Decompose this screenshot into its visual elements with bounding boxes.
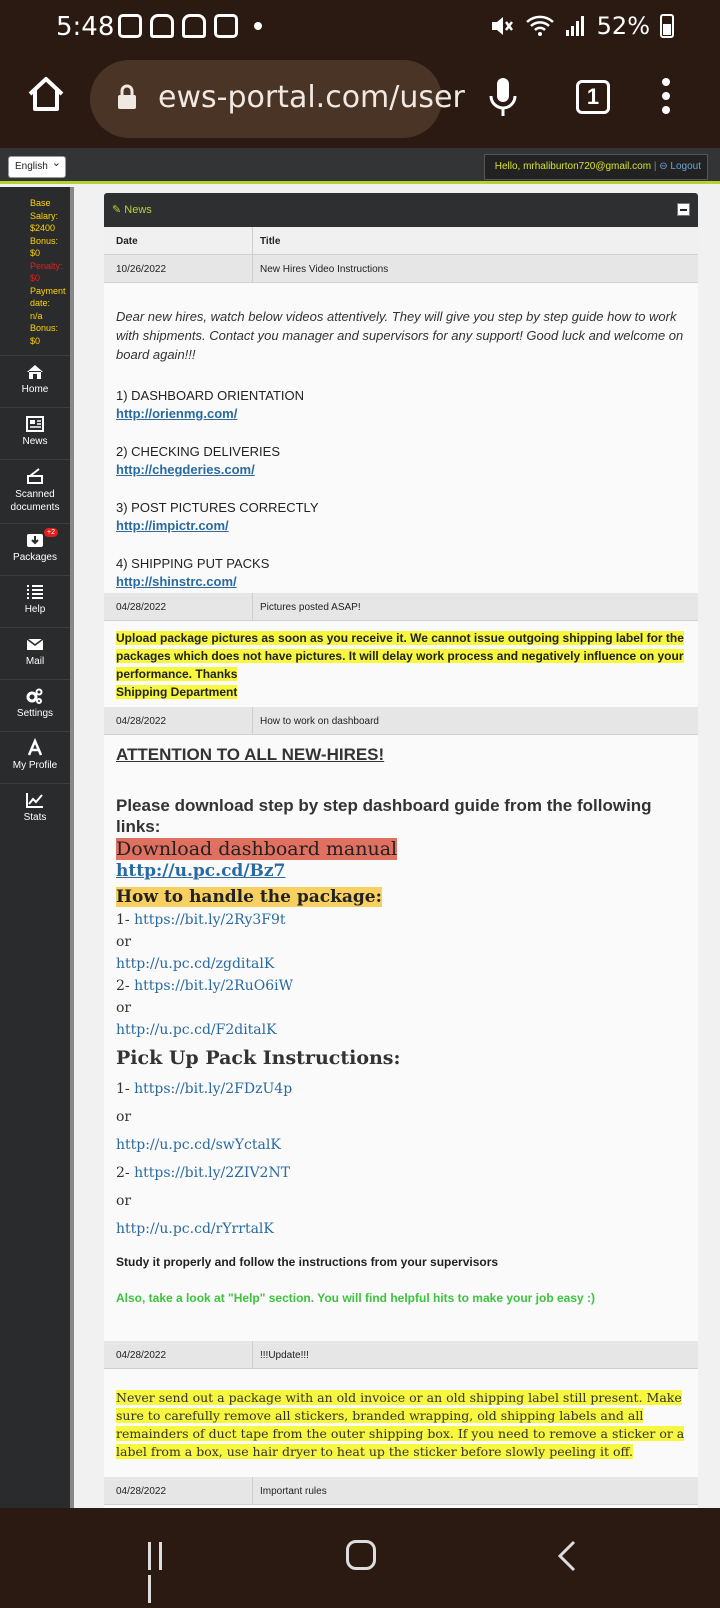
manual-link[interactable]: http://u.pc.cd/Bz7 [116, 861, 286, 881]
sidebar-item-label: Scanned documents [10, 489, 60, 513]
sidebar-item-news[interactable] [0, 407, 70, 459]
attention-heading: ATTENTION TO ALL NEW-HIRES! [116, 745, 385, 764]
news-date: 04/28/2022 [116, 716, 167, 727]
study-note: Study it properly and follow the instructions from your supervisors [116, 1255, 499, 1269]
news-article-1 [104, 283, 698, 593]
pickup-heading: Pick Up Pack Instructions: [116, 1047, 401, 1069]
or-text: or [116, 1109, 132, 1125]
wifi-icon [525, 14, 555, 38]
portal-topbar [0, 148, 720, 184]
lock-icon [116, 84, 138, 110]
home-button-icon[interactable] [26, 74, 66, 114]
video-item [116, 442, 686, 479]
sidebar-item-label: Packages [13, 552, 57, 563]
link-line [116, 1187, 686, 1215]
salary-line: Salary: [30, 210, 59, 221]
old-label-notice: Never send out a package with an old invoice or an old shipping label still present. Make sure to carefully remove all stickers, branded wrapping, old shipping labels and all remainders of duct tape from the outer shipping box. If you need to remove a sticker or a label from a box, use hair dryer to heat up the sticker before slowly peeling it off. [116, 1390, 685, 1459]
video-link[interactable]: http://shinstrc.com/ [116, 574, 237, 589]
news-title-cell: Important rules [260, 1486, 327, 1497]
news-title: News [124, 204, 152, 216]
menu-icon[interactable] [662, 78, 670, 120]
highlighted-notice: Upload package pictures as soon as you receive it. We cannot issue outgoing shipping label for the packages which does not have pictures. It will delay work process and negatively influence on your performance. Thanks [116, 631, 684, 681]
signal-icon [565, 14, 587, 38]
font-icon [26, 740, 44, 756]
salary-line: $0 [30, 248, 41, 258]
link-number: 2- [116, 978, 135, 994]
news-date: 04/28/2022 [116, 1486, 167, 1497]
video-item [116, 554, 686, 591]
battery-percent: 52% [596, 12, 650, 40]
link-line [116, 997, 686, 1019]
news-row[interactable] [104, 707, 698, 735]
package-link[interactable]: https://bit.ly/2Ry3F9t [134, 912, 286, 928]
link-number: 1- [116, 1081, 135, 1097]
back-button-icon[interactable] [556, 1540, 578, 1572]
salary-line: Bonus: [30, 323, 59, 333]
news-date: 04/28/2022 [116, 602, 167, 613]
salary-line: Payment [30, 285, 66, 296]
chart-icon [26, 792, 44, 808]
sidebar-item-label: Home [21, 384, 49, 395]
news-row[interactable] [104, 593, 698, 621]
scanner-icon [26, 468, 44, 484]
link-line [116, 1103, 686, 1131]
sidebar [0, 187, 74, 1508]
logout-label: Logout [670, 161, 701, 172]
link-line [116, 909, 686, 931]
mail-icon [26, 636, 44, 652]
signature: Shipping Department [116, 685, 238, 699]
salary-line: date: [30, 298, 51, 308]
link-line [116, 931, 686, 953]
sidebar-item-settings[interactable] [0, 679, 70, 731]
salary-line: Bonus: [30, 235, 59, 246]
video-label: 4) SHIPPING PUT PACKS [116, 556, 270, 571]
salary-line: Penalty: [30, 260, 63, 271]
video-link[interactable]: http://impictr.com/ [116, 518, 229, 533]
logout-link[interactable]: ⊖ Logout [659, 161, 701, 172]
link-line [116, 1075, 686, 1103]
or-text: or [116, 1193, 132, 1209]
notification-badge: +2 [44, 528, 58, 537]
article-intro: Dear new hires, watch below videos attentively. They will give you step by step guide how to work with shipments. Contact you manager and supervisors for any support! Good luck and welcome on board again!!! [116, 309, 684, 362]
video-label: 1) DASHBOARD ORIENTATION [116, 388, 305, 403]
news-date: 10/26/2022 [116, 264, 167, 275]
salary-line: $0 [30, 335, 41, 346]
sidebar-item-label: News [22, 436, 48, 447]
link-number: 1- [116, 912, 135, 928]
status-bar [0, 0, 720, 56]
browser-toolbar [0, 56, 720, 148]
link-line [116, 953, 686, 975]
home-notification-icon-2 [182, 14, 206, 38]
salary-info [0, 187, 70, 355]
web-page [0, 148, 720, 1508]
video-label: 2) CHECKING DELIVERIES [116, 444, 280, 459]
salary-line: $0 [30, 273, 41, 283]
link-line [116, 1159, 686, 1187]
pencil-icon: ✎ [112, 204, 122, 216]
news-row[interactable] [104, 1477, 698, 1505]
news-title-cell: !!!Update!!! [260, 1350, 309, 1361]
news-row[interactable] [104, 255, 698, 283]
url-text: ews-portal.com/user [158, 80, 465, 115]
help-note: Also, take a look at "Help" section. You will find helpful hits to make your job easy :) [116, 1291, 596, 1305]
package-link[interactable]: https://bit.ly/2FDzU4p [134, 1081, 293, 1097]
tab-switcher-button[interactable]: 1 [576, 80, 610, 114]
salary-line: n/a [30, 310, 43, 321]
battery-icon [660, 14, 674, 38]
link-number: 2- [116, 1165, 135, 1181]
package-link[interactable]: http://u.pc.cd/swYctalK [116, 1137, 281, 1153]
link-line [116, 1019, 686, 1041]
stats-notification-icon [118, 14, 142, 38]
news-article-3 [104, 735, 698, 1341]
news-title-cell: How to work on dashboard [260, 716, 379, 727]
collapse-button[interactable] [677, 203, 690, 216]
more-notifications-icon [254, 22, 262, 30]
recent-apps-button[interactable] [148, 1542, 178, 1570]
news-header [104, 193, 698, 227]
video-item [116, 386, 686, 423]
package-link[interactable]: http://u.pc.cd/F2ditalK [116, 1022, 277, 1038]
sidebar-item-label: Stats [23, 812, 47, 823]
news-title-cell: New Hires Video Instructions [260, 264, 389, 275]
download-manual-heading: Download dashboard manual [116, 838, 398, 860]
sidebar-item-label: Help [24, 604, 46, 615]
or-text: or [116, 934, 132, 950]
news-panel [104, 193, 698, 1565]
or-text: or [116, 1000, 132, 1016]
salary-line: Base [30, 198, 51, 208]
news-date: 04/28/2022 [116, 1350, 167, 1361]
package-link[interactable]: http://u.pc.cd/zgditalK [116, 956, 275, 972]
column-date: Date [116, 236, 138, 247]
video-label: 3) POST PICTURES CORRECTLY [116, 500, 319, 515]
newspaper-icon [26, 416, 44, 432]
video-link[interactable]: http://chegderies.com/ [116, 462, 255, 477]
notification-icons [118, 14, 262, 38]
handle-package-heading: How to handle the package: [116, 887, 382, 907]
video-item [116, 498, 686, 535]
list-icon [26, 584, 44, 600]
sidebar-item-help[interactable] [0, 575, 70, 627]
news-article-4 [104, 1369, 698, 1477]
language-select[interactable]: English ⌄ [8, 156, 66, 178]
sidebar-item-stats[interactable] [0, 783, 70, 835]
sidebar-item-home[interactable] [0, 355, 70, 407]
news-title-cell: Pictures posted ASAP! [260, 602, 361, 613]
salary-line: $2400 [30, 223, 56, 233]
separator: | [653, 161, 657, 172]
system-nav-bar [0, 1508, 720, 1600]
sidebar-item-mail[interactable] [0, 627, 70, 679]
table-header [104, 227, 698, 255]
download-instructions: Please download step by step dashboard guide from the following links: [116, 796, 652, 836]
package-icon [26, 532, 44, 548]
news-row[interactable] [104, 1341, 698, 1369]
mute-icon [489, 14, 515, 38]
package-link[interactable]: https://bit.ly/2RuO6iW [134, 978, 293, 994]
sidebar-item-label: Settings [16, 708, 54, 719]
sidebar-item-packages[interactable] [0, 523, 70, 575]
sidebar-item-scanned-documents[interactable] [0, 459, 70, 523]
home-nav-button[interactable] [346, 1540, 376, 1570]
sidebar-item-my-profile[interactable] [0, 731, 70, 783]
sidebar-item-label: Mail [25, 656, 45, 667]
user-box [484, 154, 708, 180]
home-notification-icon [150, 14, 174, 38]
link-line [116, 975, 686, 997]
sidebar-item-label: My Profile [12, 760, 58, 771]
news-article-2 [104, 621, 698, 707]
home-icon [26, 364, 44, 380]
user-greeting: Hello, mrhaliburton720@gmail.com [494, 161, 652, 172]
link-line [116, 1215, 686, 1243]
link-line [116, 1131, 686, 1159]
app-notification-icon [214, 14, 238, 38]
package-link[interactable]: https://bit.ly/2ZIV2NT [134, 1165, 291, 1181]
package-link[interactable]: http://u.pc.cd/rYrrtalK [116, 1221, 274, 1237]
address-bar[interactable] [90, 60, 465, 138]
clock: 5:48 [56, 12, 115, 42]
column-title: Title [260, 236, 281, 247]
microphone-icon[interactable] [488, 76, 518, 118]
gears-icon [26, 688, 44, 704]
video-link[interactable]: http://orienmg.com/ [116, 406, 238, 421]
